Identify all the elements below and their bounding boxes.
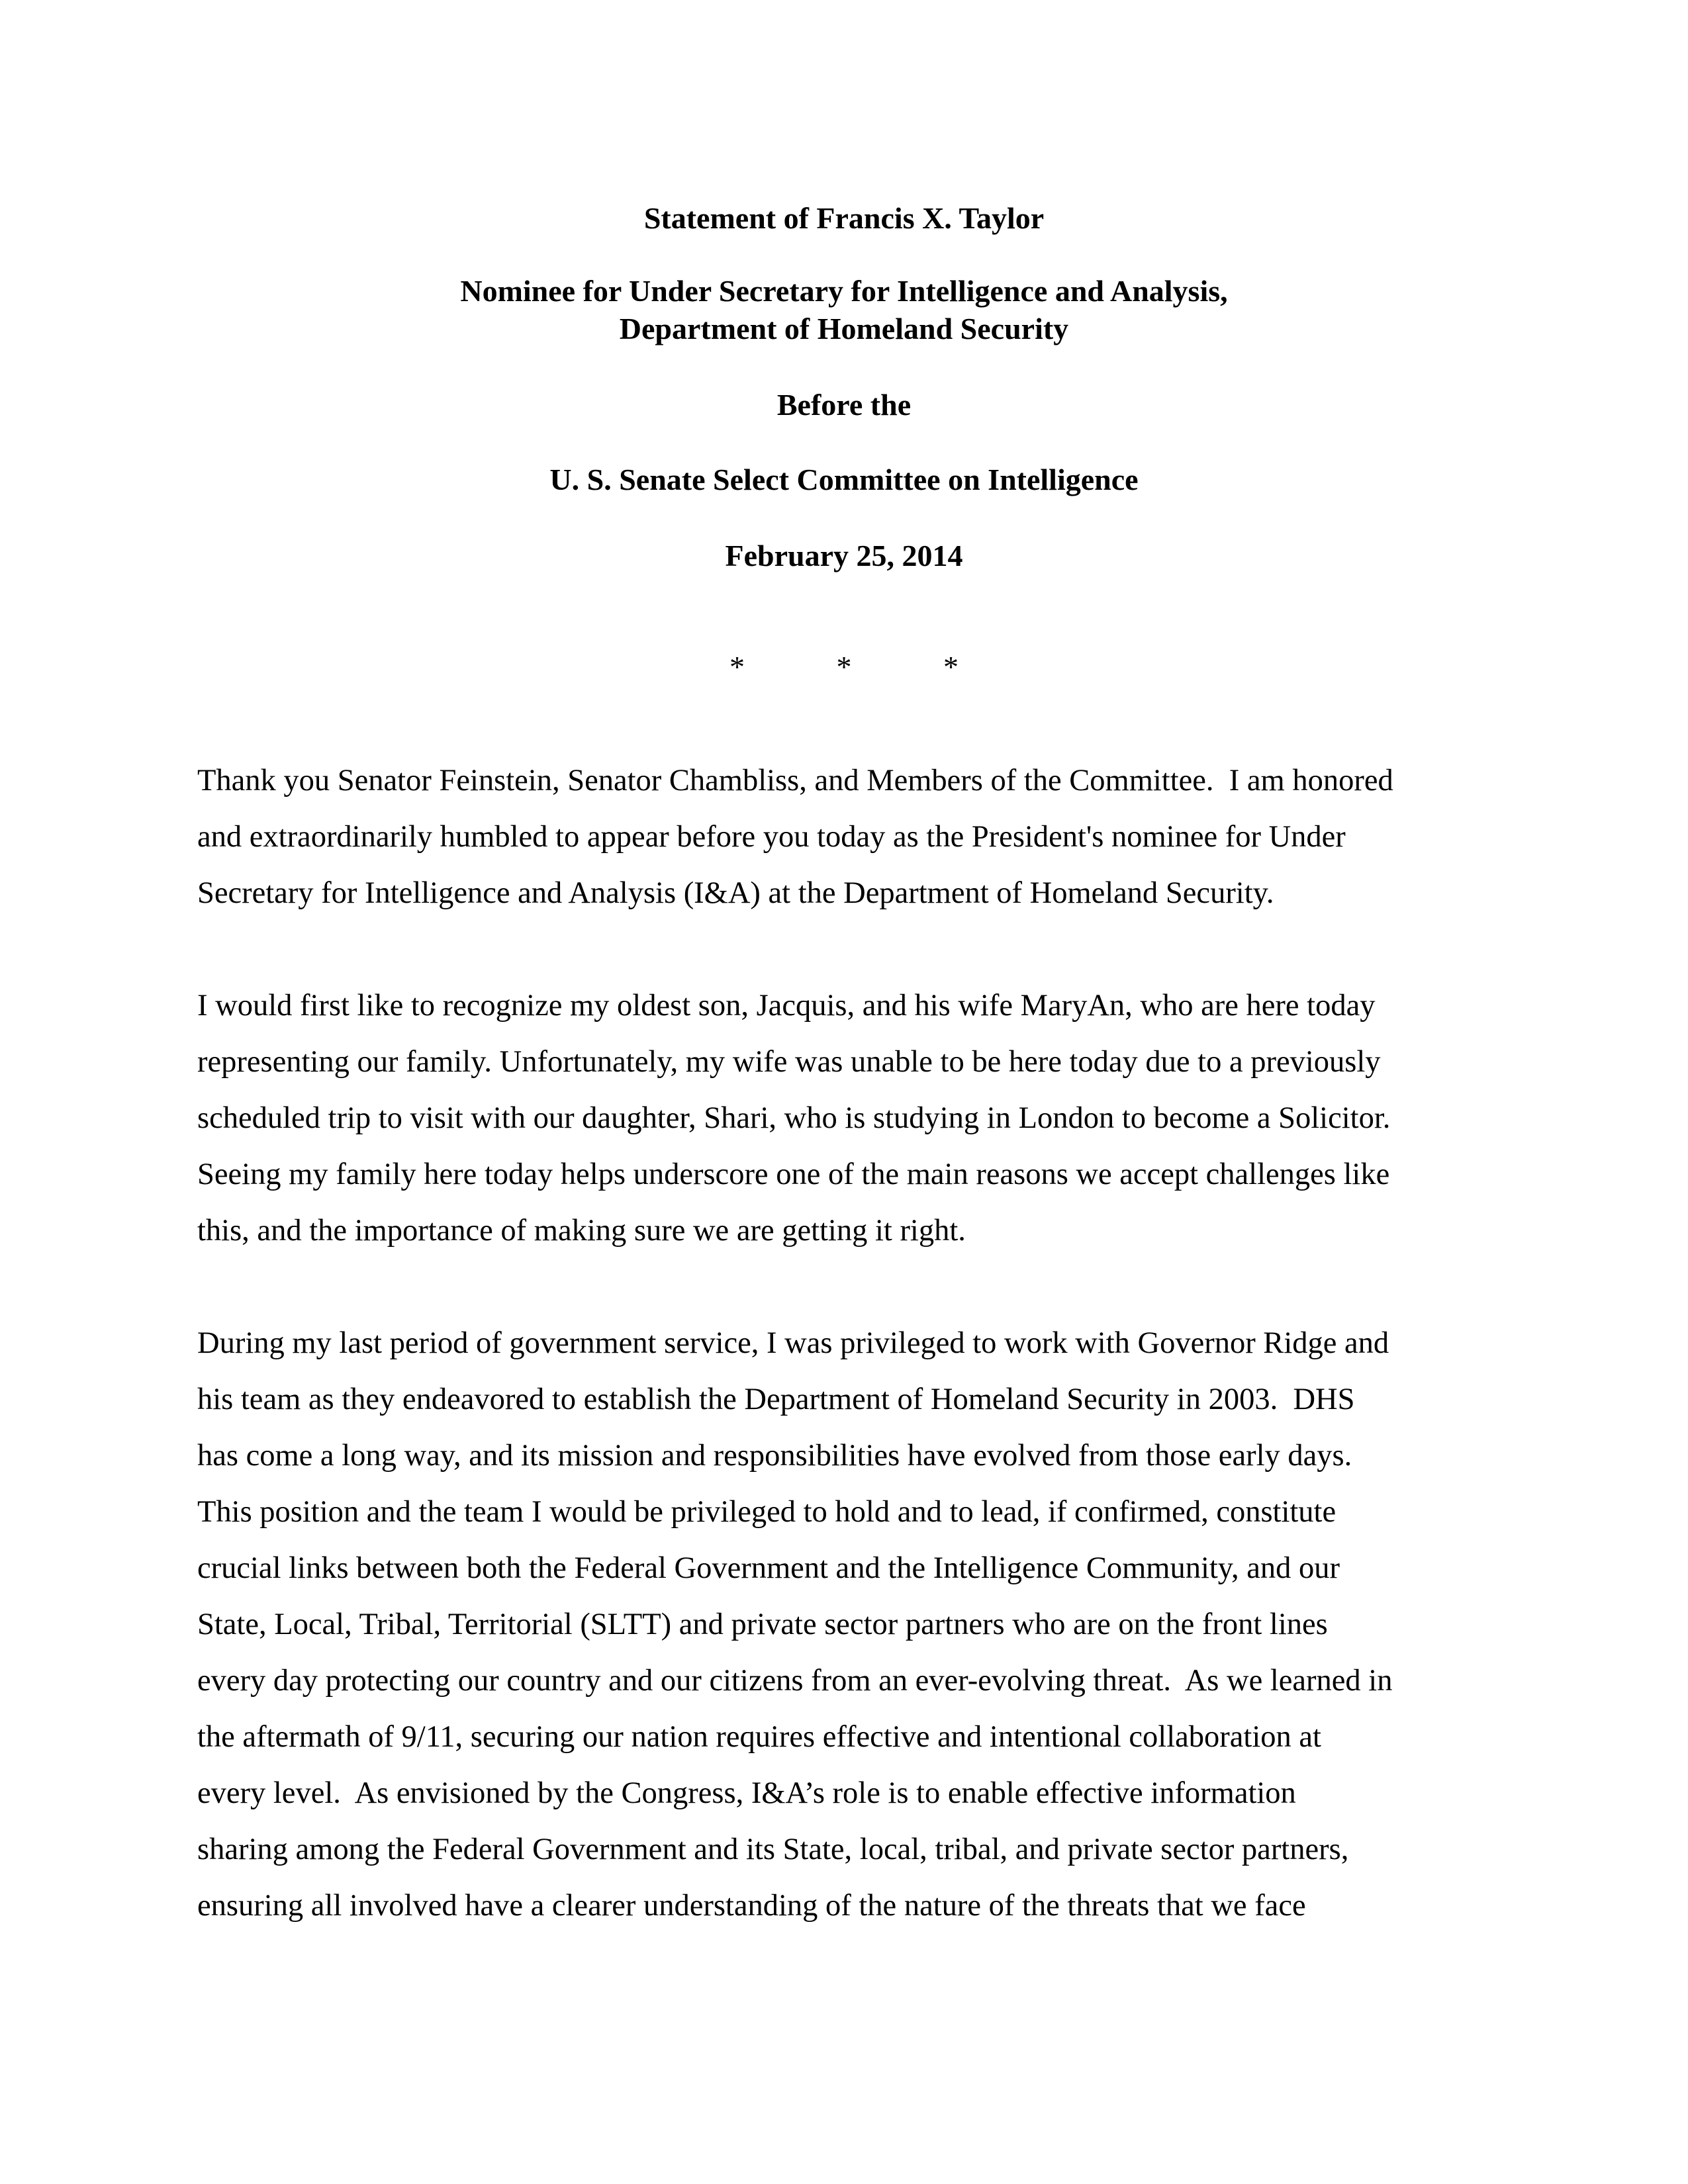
asterisk: * (943, 650, 959, 684)
before-the-label: Before the (776, 388, 912, 422)
paragraph-line: every level. As envisioned by the Congress, I&A’s role is to enable effective information (197, 1776, 1296, 1810)
paragraph-line: ensuring all involved have a clearer understanding of the nature of the threats that we face (197, 1889, 1306, 1923)
nominee-title-line-2: Department of Homeland Security (619, 312, 1069, 345)
paragraph-line: scheduled trip to visit with our daughter, Shari, who is studying in London to become a Solicitor. (197, 1101, 1391, 1135)
paragraph-line: his team as they endeavored to establish the Department of Homeland Security in 2003. DHS (197, 1383, 1355, 1416)
paragraph-line: crucial links between both the Federal Government and the Intelligence Community, and our (197, 1551, 1340, 1585)
paragraph-line: Seeing my family here today helps underscore one of the main reasons we accept challenges like (197, 1158, 1390, 1191)
paragraph-line: This position and the team I would be privileged to hold and to lead, if confirmed, constitute (197, 1495, 1336, 1529)
paragraph-line: has come a long way, and its mission and responsibilities have evolved from those early days. (197, 1439, 1352, 1473)
paragraph-line: and extraordinarily humbled to appear before you today as the President's nominee for Under (197, 820, 1346, 854)
nominee-title-line-1: Nominee for Under Secretary for Intelligence and Analysis, (460, 274, 1228, 308)
paragraph-line: I would first like to recognize my oldest son, Jacquis, and his wife MaryAn, who are here today (197, 989, 1376, 1023)
paragraph-line: sharing among the Federal Government and its State, local, tribal, and private sector partners, (197, 1833, 1349, 1866)
paragraph-line: During my last period of government service, I was privileged to work with Governor Ridge and (197, 1326, 1389, 1360)
paragraph-line: State, Local, Tribal, Territorial (SLTT) and private sector partners who are on the front lines (197, 1608, 1328, 1641)
statement-date: February 25, 2014 (725, 539, 963, 572)
paragraph-line: representing our family. Unfortunately, my wife was unable to be here today due to a previously (197, 1045, 1381, 1079)
committee-name: U. S. Senate Select Committee on Intelligence (549, 463, 1139, 496)
paragraph-line: this, and the importance of making sure we are getting it right. (197, 1214, 966, 1248)
paragraph-line: Secretary for Intelligence and Analysis (I&A) at the Department of Homeland Security. (197, 876, 1274, 910)
asterisk: * (729, 650, 745, 684)
section-separator (0, 649, 1688, 686)
asterisk: * (836, 650, 852, 684)
paragraph-line: Thank you Senator Feinstein, Senator Chambliss, and Members of the Committee. I am honored (197, 764, 1393, 797)
paragraph-line: the aftermath of 9/11, securing our nation requires effective and intentional collaboration at (197, 1720, 1321, 1754)
paragraph-line: every day protecting our country and our citizens from an ever-evolving threat. As we learned in (197, 1664, 1393, 1698)
statement-title: Statement of Francis X. Taylor (643, 201, 1045, 235)
